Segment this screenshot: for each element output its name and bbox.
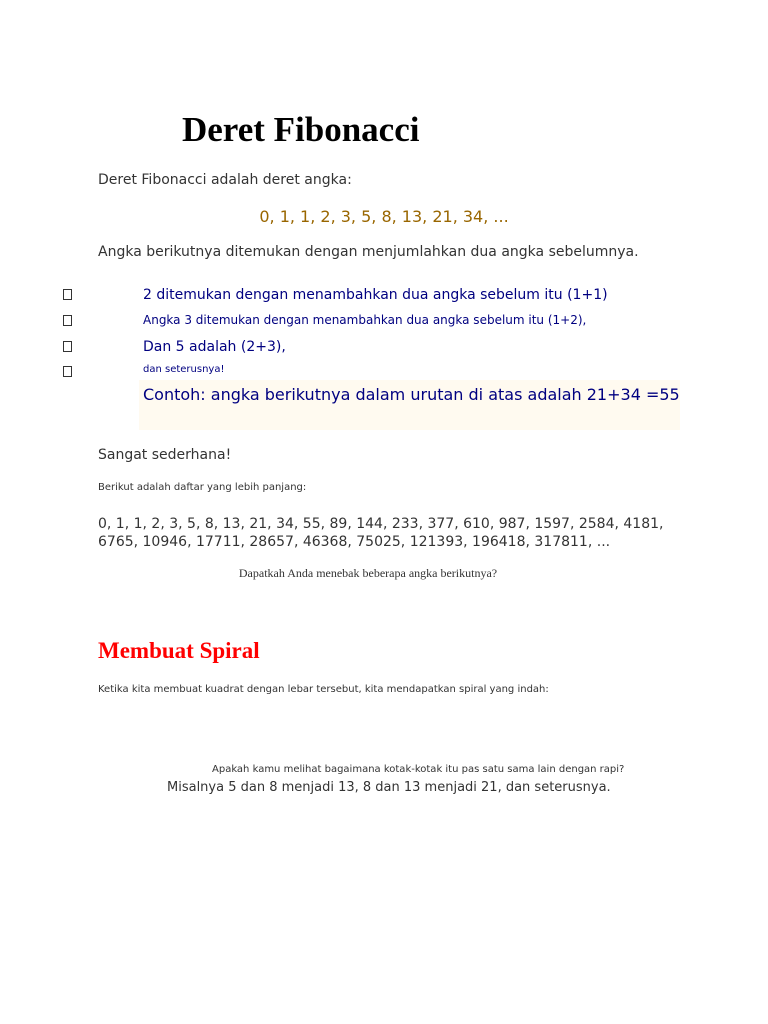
guess-prompt: Dapatkah Anda menebak beberapa angka berikutnya?: [238, 566, 498, 580]
square-bullet-icon: [63, 341, 72, 352]
spiral-intro-text: Ketika kita membuat kuadrat dengan lebar tersebut, kita mendapatkan spiral yang indah:: [98, 684, 549, 695]
square-bullet-icon: [63, 315, 72, 326]
bullet-item-3: Dan 5 adalah (2+3),: [143, 339, 286, 355]
rule-text: Angka berikutnya ditemukan dengan menjumlahkan dua angka sebelumnya.: [98, 244, 639, 260]
simple-remark: Sangat sederhana!: [98, 447, 232, 463]
sum-examples: Misalnya 5 dan 8 menjadi 13, 8 dan 13 menjadi 21, dan seterusnya.: [167, 780, 611, 795]
page-title: Deret Fibonacci: [182, 110, 420, 149]
longer-list-intro: Berikut adalah daftar yang lebih panjang:: [98, 482, 307, 493]
short-sequence: 0, 1, 1, 2, 3, 5, 8, 13, 21, 34, ...: [259, 207, 509, 226]
intro-text: Deret Fibonacci adalah deret angka:: [98, 172, 352, 188]
bullet-item-2: Angka 3 ditemukan dengan menambahkan dua angka sebelum itu (1+2),: [143, 313, 587, 327]
squares-question: Apakah kamu melihat bagaimana kotak-kotak itu pas satu sama lain dengan rapi?: [212, 764, 625, 775]
square-bullet-icon: [63, 289, 72, 300]
long-sequence: 0, 1, 1, 2, 3, 5, 8, 13, 21, 34, 55, 89, 144, 233, 377, 610, 987, 1597, 2584, 4181, 6765, 10946, 17711, 28657, 46368, 75025, 121393, 196418, 317811, ...: [98, 516, 664, 550]
example-callout: Contoh: angka berikutnya dalam urutan di atas adalah 21+34 =55: [139, 380, 680, 430]
section-heading-spiral: Membuat Spiral: [98, 638, 260, 663]
square-bullet-icon: [63, 366, 72, 377]
bullet-item-1: 2 ditemukan dengan menambahkan dua angka sebelum itu (1+1): [143, 287, 608, 303]
bullet-item-4: dan seterusnya!: [143, 364, 225, 375]
